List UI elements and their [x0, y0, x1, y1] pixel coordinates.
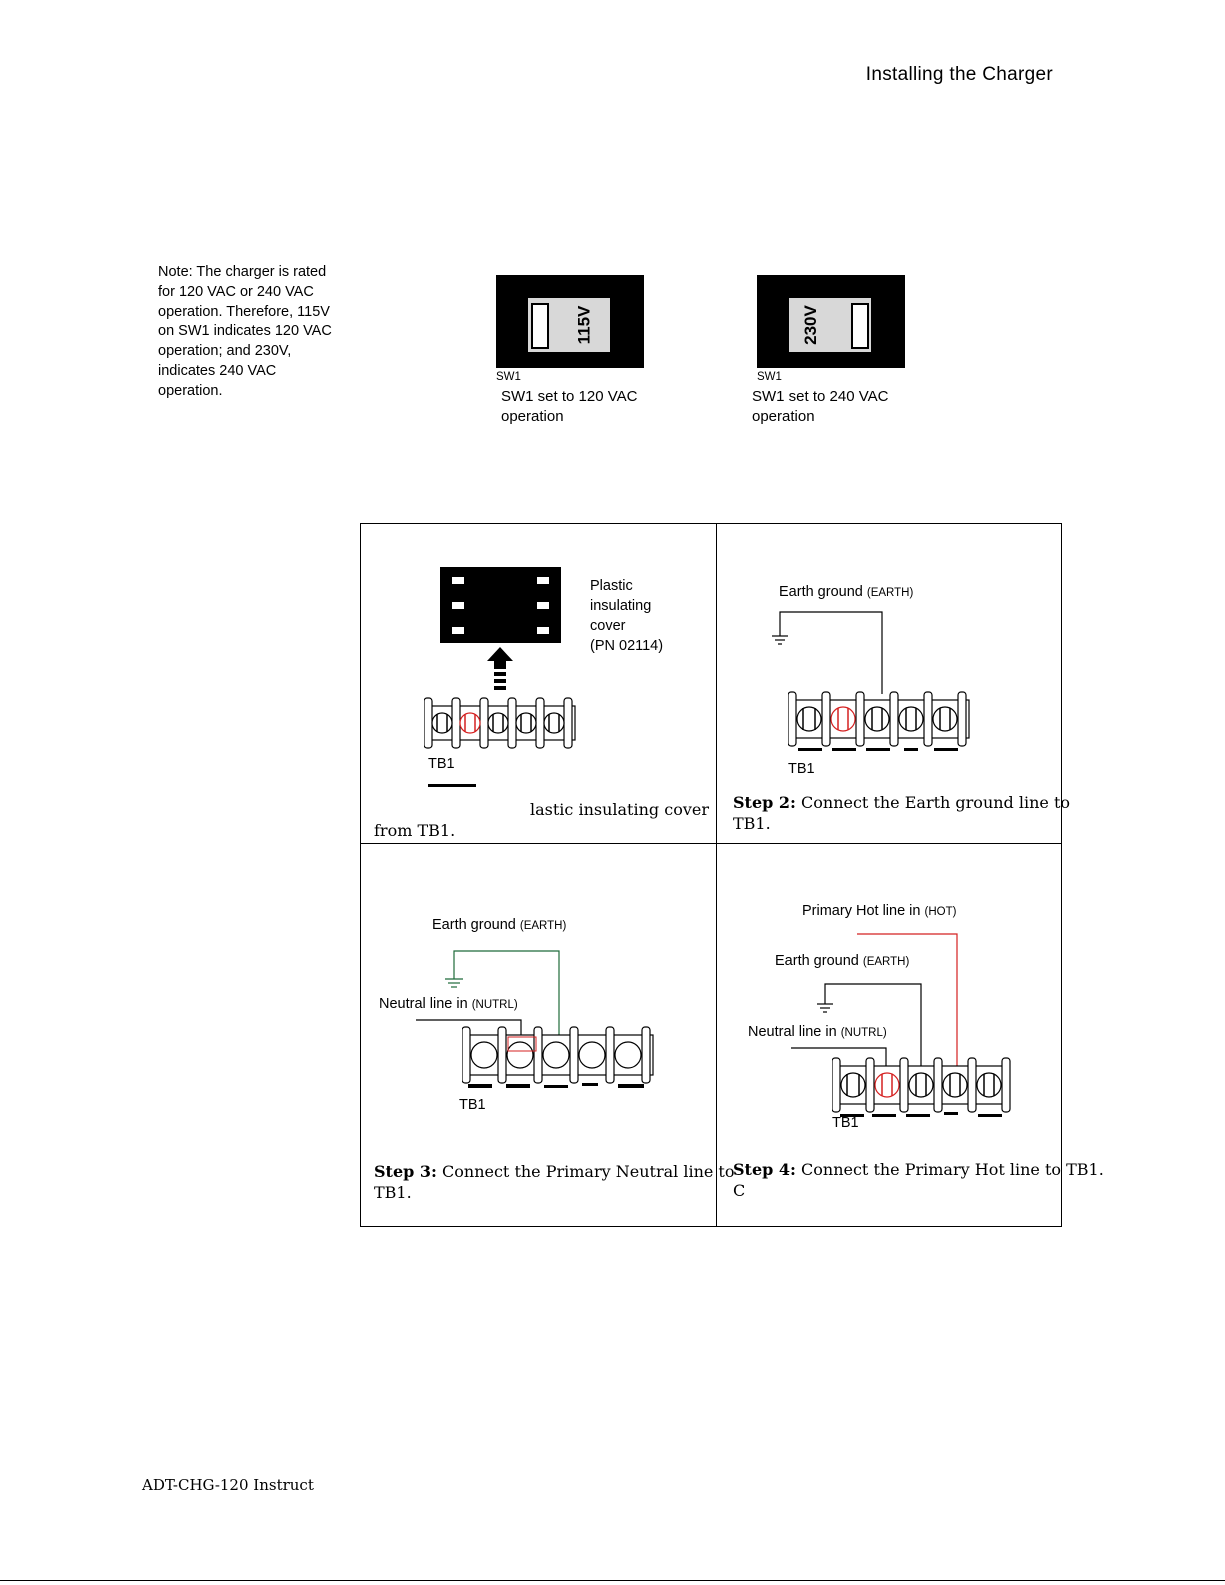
switch-slider: [531, 303, 549, 349]
step2-bold: Step 2:: [733, 793, 796, 812]
page-header-title: Installing the Charger: [865, 64, 1053, 85]
note-line: on SW1 indicates 120 VAC: [158, 323, 332, 340]
cover-label-line: cover: [590, 618, 626, 634]
caption-line: SW1 set to 120 VAC: [501, 388, 638, 405]
arrow-up-icon: [485, 645, 515, 697]
step2-line: TB1.: [733, 814, 771, 833]
hot-line-label: [802, 903, 956, 919]
side-note: [158, 263, 348, 402]
step1-text-line: lastic insulating cover: [530, 800, 709, 819]
step3-line: [374, 1161, 735, 1182]
switch-caption: [752, 387, 888, 427]
switch-voltage-label: 230V: [800, 305, 820, 345]
cover-label-line: Plastic: [590, 578, 633, 594]
earth-ground-text: Earth ground: [775, 953, 859, 969]
earth-tag: (EARTH): [862, 956, 910, 968]
step2-line-text: Connect the Earth ground line to: [795, 793, 1071, 812]
switch-id-label: SW1: [757, 371, 782, 383]
caption-line: operation: [501, 408, 564, 425]
cover-label: [590, 576, 663, 656]
terminal-block-tb1: [832, 1056, 1012, 1120]
page-bottom-rule: [0, 1580, 1225, 1581]
earth-ground-label: [432, 917, 566, 933]
step3-line: TB1.: [374, 1183, 412, 1202]
note-line: operation. Therefore, 115V: [158, 303, 330, 320]
neutral-tag: (NUTRL): [840, 1027, 887, 1039]
earth-ground-label: [779, 584, 913, 600]
step2-text: [733, 792, 1070, 834]
tb1-label: TB1: [428, 756, 455, 772]
underline-mark: [428, 784, 476, 787]
terminal-block-tb1: [788, 690, 973, 754]
neutral-tag: (NUTRL): [471, 999, 518, 1011]
plastic-cover-illustration: [440, 567, 561, 643]
cover-label-line: (PN 02114): [590, 638, 664, 654]
switch-body: [528, 298, 610, 352]
tb1-label: TB1: [788, 761, 815, 777]
step3-bold: Step 3:: [374, 1162, 437, 1181]
switch-body: [789, 298, 871, 352]
earth-wire: [770, 610, 890, 700]
hot-line-text: Primary Hot line in: [802, 903, 921, 919]
earth-ground-text: Earth ground: [432, 917, 516, 933]
sw1-115v-illustration: [496, 275, 644, 368]
note-line: operation; and 230V,: [158, 343, 292, 360]
grid-divider-vertical: [716, 523, 717, 1227]
terminal-block-tb1: [424, 696, 579, 752]
step2-line: [733, 792, 1070, 813]
caption-line: operation: [752, 408, 815, 425]
tb1-label: TB1: [832, 1115, 859, 1131]
earth-ground-text: Earth ground: [779, 584, 863, 600]
terminal-block-tb1: [462, 1025, 657, 1093]
step4-line: [733, 1159, 1104, 1180]
step4-bold: Step 4:: [733, 1160, 796, 1179]
step3-line-text: Connect the Primary Neutral line to: [436, 1162, 735, 1181]
switch-voltage-label: 115V: [573, 305, 593, 345]
step3-text: [374, 1161, 735, 1203]
switch-slider: [851, 303, 869, 349]
switch-caption: [501, 387, 637, 427]
sw1-230v-illustration: [757, 275, 905, 368]
cover-label-line: insulating: [590, 598, 652, 614]
step4-line: C: [733, 1181, 746, 1200]
note-line: operation.: [158, 382, 223, 399]
note-line: Note: The charger is rated: [158, 264, 327, 280]
switch-id-label: SW1: [496, 371, 521, 383]
earth-tag: (EARTH): [519, 920, 567, 932]
note-line: indicates 240 VAC: [158, 362, 277, 379]
step4-line-text: Connect the Primary Hot line to TB1.: [795, 1160, 1104, 1179]
step4-text: [733, 1159, 1104, 1201]
neutral-text: Neutral line in: [748, 1024, 837, 1040]
step1-text-line: from TB1.: [374, 821, 456, 840]
tb1-label: TB1: [459, 1097, 486, 1113]
grid-divider-horizontal: [360, 843, 1062, 844]
earth-tag: (EARTH): [866, 587, 914, 599]
neutral-text: Neutral line in: [379, 996, 468, 1012]
note-line: for 120 VAC or 240 VAC: [158, 283, 314, 300]
caption-line: SW1 set to 240 VAC: [752, 388, 889, 405]
hot-tag: (HOT): [924, 906, 957, 918]
footer-doc-title: ADT-CHG-120 Instruct: [142, 1476, 314, 1494]
